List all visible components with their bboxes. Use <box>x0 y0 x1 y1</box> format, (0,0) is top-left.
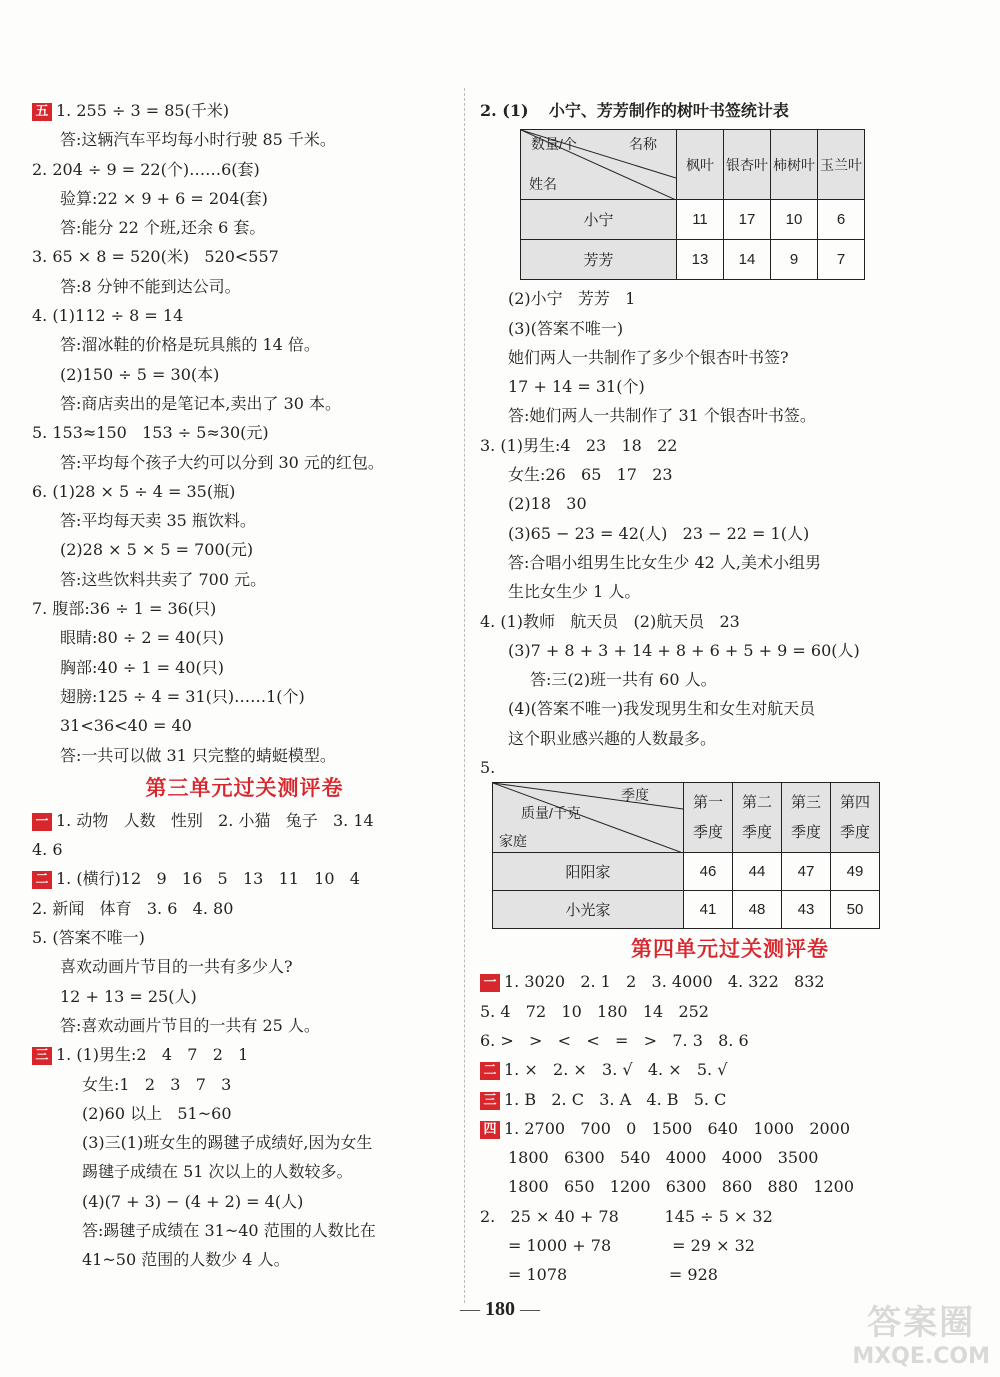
answer-line: 她们两人一共制作了多少个银杏叶书签? <box>508 347 789 367</box>
row-name: 阳阳家 <box>493 853 684 891</box>
answer-line: 答:一共可以做 31 只完整的蜻蜓模型。 <box>60 745 336 765</box>
answer-line: 女生:1 2 3 7 3 <box>82 1074 232 1094</box>
table-row <box>493 891 880 929</box>
answer-line: 5. 4 72 10 180 14 252 <box>480 1001 709 1021</box>
answer-line: (2)28 × 5 × 5 = 700(元) <box>60 540 254 560</box>
answer-line: 答:这辆汽车平均每小时行驶 85 千米。 <box>60 130 336 150</box>
answer-line: 胸部:40 ÷ 1 = 40(只) <box>60 657 224 677</box>
table-corner-header <box>493 783 684 853</box>
column-header: 玉兰叶 <box>818 130 865 200</box>
answer-line: 5. (答案不唯一) <box>32 928 145 948</box>
answer-line: 答:商店卖出的是笔记本,卖出了 30 本。 <box>60 393 342 413</box>
section-badge: 三 <box>480 1092 500 1110</box>
answer-line: 3. (1)男生:4 23 18 22 <box>480 435 678 455</box>
answer-line: 验算:22 × 9 + 6 = 204(套) <box>60 188 268 208</box>
answer-line: 4. 6 <box>32 840 63 860</box>
answer-line: 三 1. B 2. C 3. A 4. B 5. C <box>480 1085 980 1114</box>
section-badge: 一 <box>32 813 52 831</box>
section-title: 第四单元过关测评卷 <box>631 936 829 962</box>
answer-line: 一 1. 3020 2. 1 2 3. 4000 4. 322 832 <box>480 967 980 996</box>
answer-line: 踢毽子成绩在 51 次以上的人数较多。 <box>82 1162 353 1182</box>
column-header: 第二 季度 <box>733 783 782 853</box>
table-cell: 43 <box>782 891 831 929</box>
table-row <box>521 240 865 280</box>
answer-line: (3)65 − 23 = 42(人) 23 − 22 = 1(人) <box>508 523 810 543</box>
section-badge: 二 <box>480 1062 500 1080</box>
answer-line: 答:能分 22 个班,还余 6 套。 <box>60 218 266 238</box>
table-cell: 47 <box>782 853 831 891</box>
quarterly-weight-table <box>492 782 880 929</box>
table-corner-header <box>521 130 677 200</box>
answer-line: 女生:26 65 17 23 <box>508 465 673 485</box>
column-divider <box>464 88 465 1303</box>
corner-label-top: 季度 <box>621 787 649 804</box>
answer-line: = 1000 + 78 = 29 × 32 <box>508 1236 755 1256</box>
table-cell: 7 <box>818 240 865 280</box>
column-header: 第一 季度 <box>684 783 733 853</box>
section-title: 第三单元过关测评卷 <box>145 774 344 800</box>
table-cell: 11 <box>677 200 724 240</box>
watermark-logo: 答案圈 MXQE.COM <box>852 1303 990 1369</box>
leaf-bookmark-table <box>520 129 865 280</box>
column-header: 枫叶 <box>677 130 724 200</box>
right-column <box>480 96 980 1290</box>
answer-line: (4)(答案不唯一)我发现男生和女生对航天员 <box>508 699 816 719</box>
answer-line: 答:三(2)班一共有 60 人。 <box>530 670 717 690</box>
answer-line: 答:8 分钟不能到达公司。 <box>60 276 241 296</box>
table-cell: 9 <box>771 240 818 280</box>
answer-line: 眼睛:80 ÷ 2 = 40(只) <box>60 628 224 648</box>
answer-line: 答:踢毽子成绩在 31~40 范围的人数比在 <box>82 1220 376 1240</box>
answer-line: 17 + 14 = 31(个) <box>508 377 645 397</box>
table-title: 小宁、芳芳制作的树叶书签统计表 <box>548 101 789 120</box>
answer-line: 6. (1)28 × 5 ÷ 4 = 35(瓶) <box>32 481 236 501</box>
table-cell: 44 <box>733 853 782 891</box>
answer-line: 答:合唱小组男生比女生少 42 人,美术小组男 <box>508 552 822 572</box>
table-cell: 13 <box>677 240 724 280</box>
table-row <box>521 200 865 240</box>
answer-line: (2)60 以上 51~60 <box>82 1103 232 1123</box>
table-cell: 17 <box>724 200 771 240</box>
table-cell: 41 <box>684 891 733 929</box>
row-name: 小光家 <box>493 891 684 929</box>
row-name: 芳芳 <box>521 240 677 280</box>
table-cell: 49 <box>831 853 880 891</box>
answer-line: 6. > > < < = > 7. 3 8. 6 <box>480 1030 749 1050</box>
column-header: 银杏叶 <box>724 130 771 200</box>
answer-line: (4)(7 + 3) − (4 + 2) = 4(人) <box>82 1191 304 1211</box>
corner-label-mid: 质量/千克 <box>521 805 581 822</box>
answer-line: 三 1. (1)男生:2 4 7 2 1 <box>32 1040 457 1069</box>
section-badge: 五 <box>32 103 52 121</box>
answer-line: 31<36<40 = 40 <box>60 716 192 736</box>
answer-line: 2. 新闻 体育 3. 6 4. 80 <box>32 898 234 918</box>
corner-label-right: 名称 <box>629 136 657 153</box>
answer-line: 41~50 范围的人数少 4 人。 <box>82 1250 290 1270</box>
corner-label-top: 数量/个 <box>531 136 577 153</box>
answer-line: (3)(答案不唯一) <box>508 318 624 338</box>
column-header: 第三 季度 <box>782 783 831 853</box>
answer-line: 4. (1)教师 航天员 (2)航天员 23 <box>480 611 740 631</box>
answer-line: (2)18 30 <box>508 494 587 514</box>
answer-line: 一 1. 动物 人数 性别 2. 小猫 兔子 3. 14 <box>32 806 457 835</box>
column-header: 第四 季度 <box>831 783 880 853</box>
answer-line: 生比女生少 1 人。 <box>508 582 641 602</box>
answer-line: 答:溜冰鞋的价格是玩具熊的 14 倍。 <box>60 335 320 355</box>
corner-label-left: 家庭 <box>499 833 527 850</box>
corner-label-left: 姓名 <box>529 176 557 193</box>
answer-line: 1800 650 1200 6300 860 880 1200 <box>508 1177 855 1197</box>
answer-line: 3. 65 × 8 = 520(米) 520<557 <box>32 247 279 267</box>
table-cell: 48 <box>733 891 782 929</box>
left-column <box>32 96 457 1275</box>
answer-line: 翅膀:125 ÷ 4 = 31(只)……1(个) <box>60 686 305 706</box>
section-badge: 四 <box>480 1121 500 1139</box>
table-cell: 6 <box>818 200 865 240</box>
section-badge: 一 <box>480 974 500 992</box>
answer-line: 二 1. × 2. × 3. √ 4. × 5. √ <box>480 1055 980 1084</box>
table-row <box>493 853 880 891</box>
answer-line: 二 1. (横行)12 9 16 5 13 11 10 4 <box>32 864 457 893</box>
column-header: 柿树叶 <box>771 130 818 200</box>
answer-line: 五 1. 255 ÷ 3 = 85(千米) <box>32 96 457 125</box>
answer-line: 这个职业感兴趣的人数最多。 <box>508 728 717 748</box>
answer-line: 答:她们两人一共制作了 31 个银杏叶书签。 <box>508 406 816 426</box>
section-badge: 二 <box>32 871 52 889</box>
answer-line: = 1078 = 928 <box>508 1265 718 1285</box>
answer-line: 12 + 13 = 25(人) <box>60 986 197 1006</box>
answer-line: 答:平均每个孩子大约可以分到 30 元的红包。 <box>60 452 384 472</box>
table-cell: 50 <box>831 891 880 929</box>
table-cell: 14 <box>724 240 771 280</box>
answer-line: 答:平均每天卖 35 瓶饮料。 <box>60 511 256 531</box>
page-number: — 180 — <box>460 1298 540 1320</box>
answer-line: 5. 153≈150 153 ÷ 5≈30(元) <box>32 423 269 443</box>
answer-line: 喜欢动画片节目的一共有多少人? <box>60 957 293 977</box>
answer-line: (2)小宁 芳芳 1 <box>508 289 636 309</box>
answer-line: 4. (1)112 ÷ 8 = 14 <box>32 306 184 326</box>
answer-line: 四 1. 2700 700 0 1500 640 1000 2000 <box>480 1114 980 1143</box>
answer-line: 2. (1) 小宁、芳芳制作的树叶书签统计表 <box>480 101 789 120</box>
row-name: 小宁 <box>521 200 677 240</box>
answer-line: (2)150 ÷ 5 = 30(本) <box>60 364 220 384</box>
answer-line: 答:喜欢动画片节目的一共有 25 人。 <box>60 1015 320 1035</box>
section-badge: 三 <box>32 1047 52 1065</box>
answer-line: 答:这些饮料共卖了 700 元。 <box>60 569 267 589</box>
answer-line: 5. <box>480 758 496 778</box>
answer-line: 2. 204 ÷ 9 = 22(个)……6(套) <box>32 159 260 179</box>
answer-line: (3)7 + 8 + 3 + 14 + 8 + 6 + 5 + 9 = 60(人) <box>508 640 860 660</box>
table-cell: 10 <box>771 200 818 240</box>
answer-line: 1800 6300 540 4000 4000 3500 <box>508 1148 819 1168</box>
answer-line: (3)三(1)班女生的踢毽子成绩好,因为女生 <box>82 1133 373 1153</box>
table-cell: 46 <box>684 853 733 891</box>
answer-line: 7. 腹部:36 ÷ 1 = 36(只) <box>32 599 217 619</box>
answer-line: 2. 25 × 40 + 78 145 ÷ 5 × 32 <box>480 1206 773 1226</box>
